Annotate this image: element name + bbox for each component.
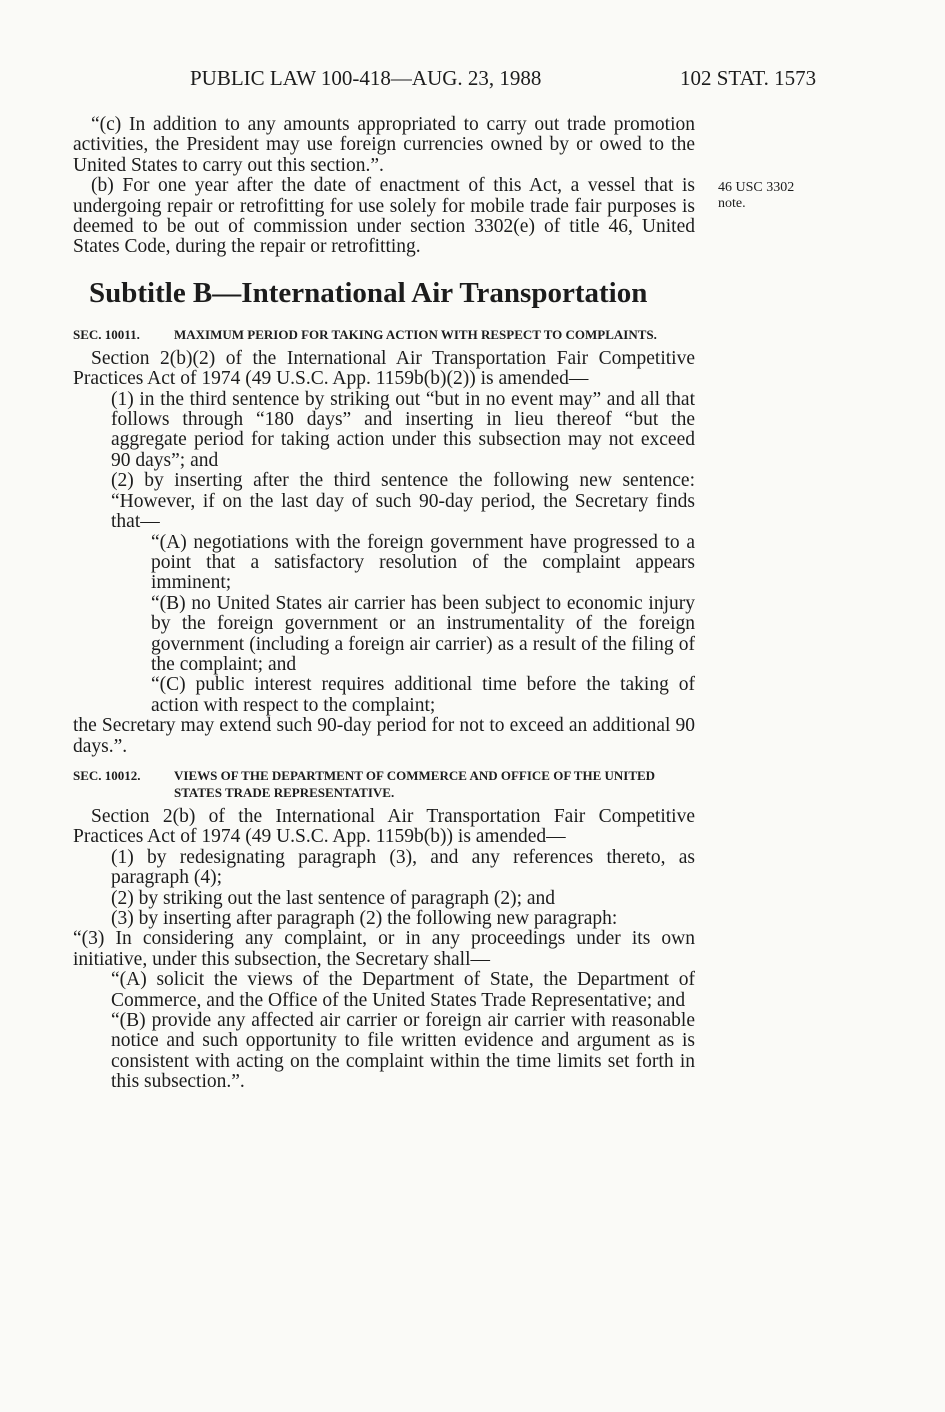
section-10012-para-1: (1) by redesignating paragraph (3), and any references thereto, as paragraph (4); (111, 846, 695, 889)
section-10011-intro: Section 2(b)(2) of the International Air Transportation Fair Competitive Practices Act of 1974 (49 U.S.C. App. 1159b(b)(2)) is amended— (73, 347, 695, 390)
section-10012-heading (73, 767, 695, 801)
margin-note-citation: 46 USC 3302 (718, 180, 795, 195)
section-10011-para-2: (2) by inserting after the third sentence the following new sentence: “However, if on the last day of such 90-day period, the Secretary finds that— (111, 470, 695, 533)
section-title: VIEWS OF THE DEPARTMENT OF COMMERCE AND OFFICE OF THE UNITED STATES TRADE REPRESENTATIVE. (174, 767, 656, 800)
paragraph-b: (b) For one year after the date of enactment of this Act, a vessel that is undergoing repair or retrofitting for use solely for mobile trade fair purposes is deemed to be out of commission under section 3302(e) of title 46, United States Code, during the repair or retrofitting. (73, 175, 695, 258)
section-10011-clause-c: “(C) public interest requires additional time before the taking of action with respect to the complaint; (151, 674, 695, 716)
document-body (73, 115, 695, 1093)
paragraph-c: “(c) In addition to any amounts appropriated to carry out trade promotion activities, the President may use foreign currencies owned by or owed to the United States to carry out this section.”. (73, 114, 695, 176)
section-10012-new-paragraph-3: “(3) In considering any complaint, or in any proceedings under its own initiative, under this subsection, the Secretary shall— (73, 928, 695, 970)
subtitle-heading: Subtitle B—International Air Transportation (89, 276, 648, 309)
section-number: SEC. 10011. (73, 326, 140, 342)
section-10011-clause-a: “(A) negotiations with the foreign government have progressed to a point that a satisfactory resolution of the complaint appears imminent; (151, 531, 695, 594)
section-10011-clause-b: “(B) no United States air carrier has been subject to economic injury by the foreign government or an instrumentality of the foreign government (including a foreign air carrier) as a result of the filing of the complaint; and (151, 592, 695, 675)
section-10012-clause-b: “(B) provide any affected air carrier or foreign air carrier with reasonable notice and such opportunity to file written evidence and argument as is consistent with acting on the complaint within the time limits set forth in this subsection.”. (111, 1010, 695, 1093)
margin-note-label: note. (718, 196, 746, 211)
margin-note (718, 180, 828, 212)
section-10011-heading (73, 326, 695, 343)
header-public-law: PUBLIC LAW 100-418—AUG. 23, 1988 (190, 66, 542, 90)
section-10012-clause-a: “(A) solicit the views of the Department of State, the Department of Commerce, and the Office of the United States Trade Representative; and (111, 969, 695, 1011)
section-10012-para-3: (3) by inserting after paragraph (2) the following new paragraph: (111, 908, 618, 929)
section-10012-para-2: (2) by striking out the last sentence of paragraph (2); and (111, 887, 556, 909)
section-10011-para-1: (1) in the third sentence by striking out “but in no event may” and all that follows through “180 days” and inserting in lieu thereof “but the aggregate period for taking action under this subsection may not exceed 90 days”; and (111, 388, 695, 471)
section-number: SEC. 10012. (73, 767, 141, 783)
section-10012-intro: Section 2(b) of the International Air Transportation Fair Competitive Practices Act of 1974 (49 U.S.C. App. 1159b(b)) is amended— (73, 805, 695, 848)
header-stat-page: 102 STAT. 1573 (680, 66, 817, 90)
section-title: MAXIMUM PERIOD FOR TAKING ACTION WITH RESPECT TO COMPLAINTS. (174, 326, 657, 342)
section-10011-closing: the Secretary may extend such 90-day period for not to exceed an additional 90 days.”. (73, 715, 695, 757)
